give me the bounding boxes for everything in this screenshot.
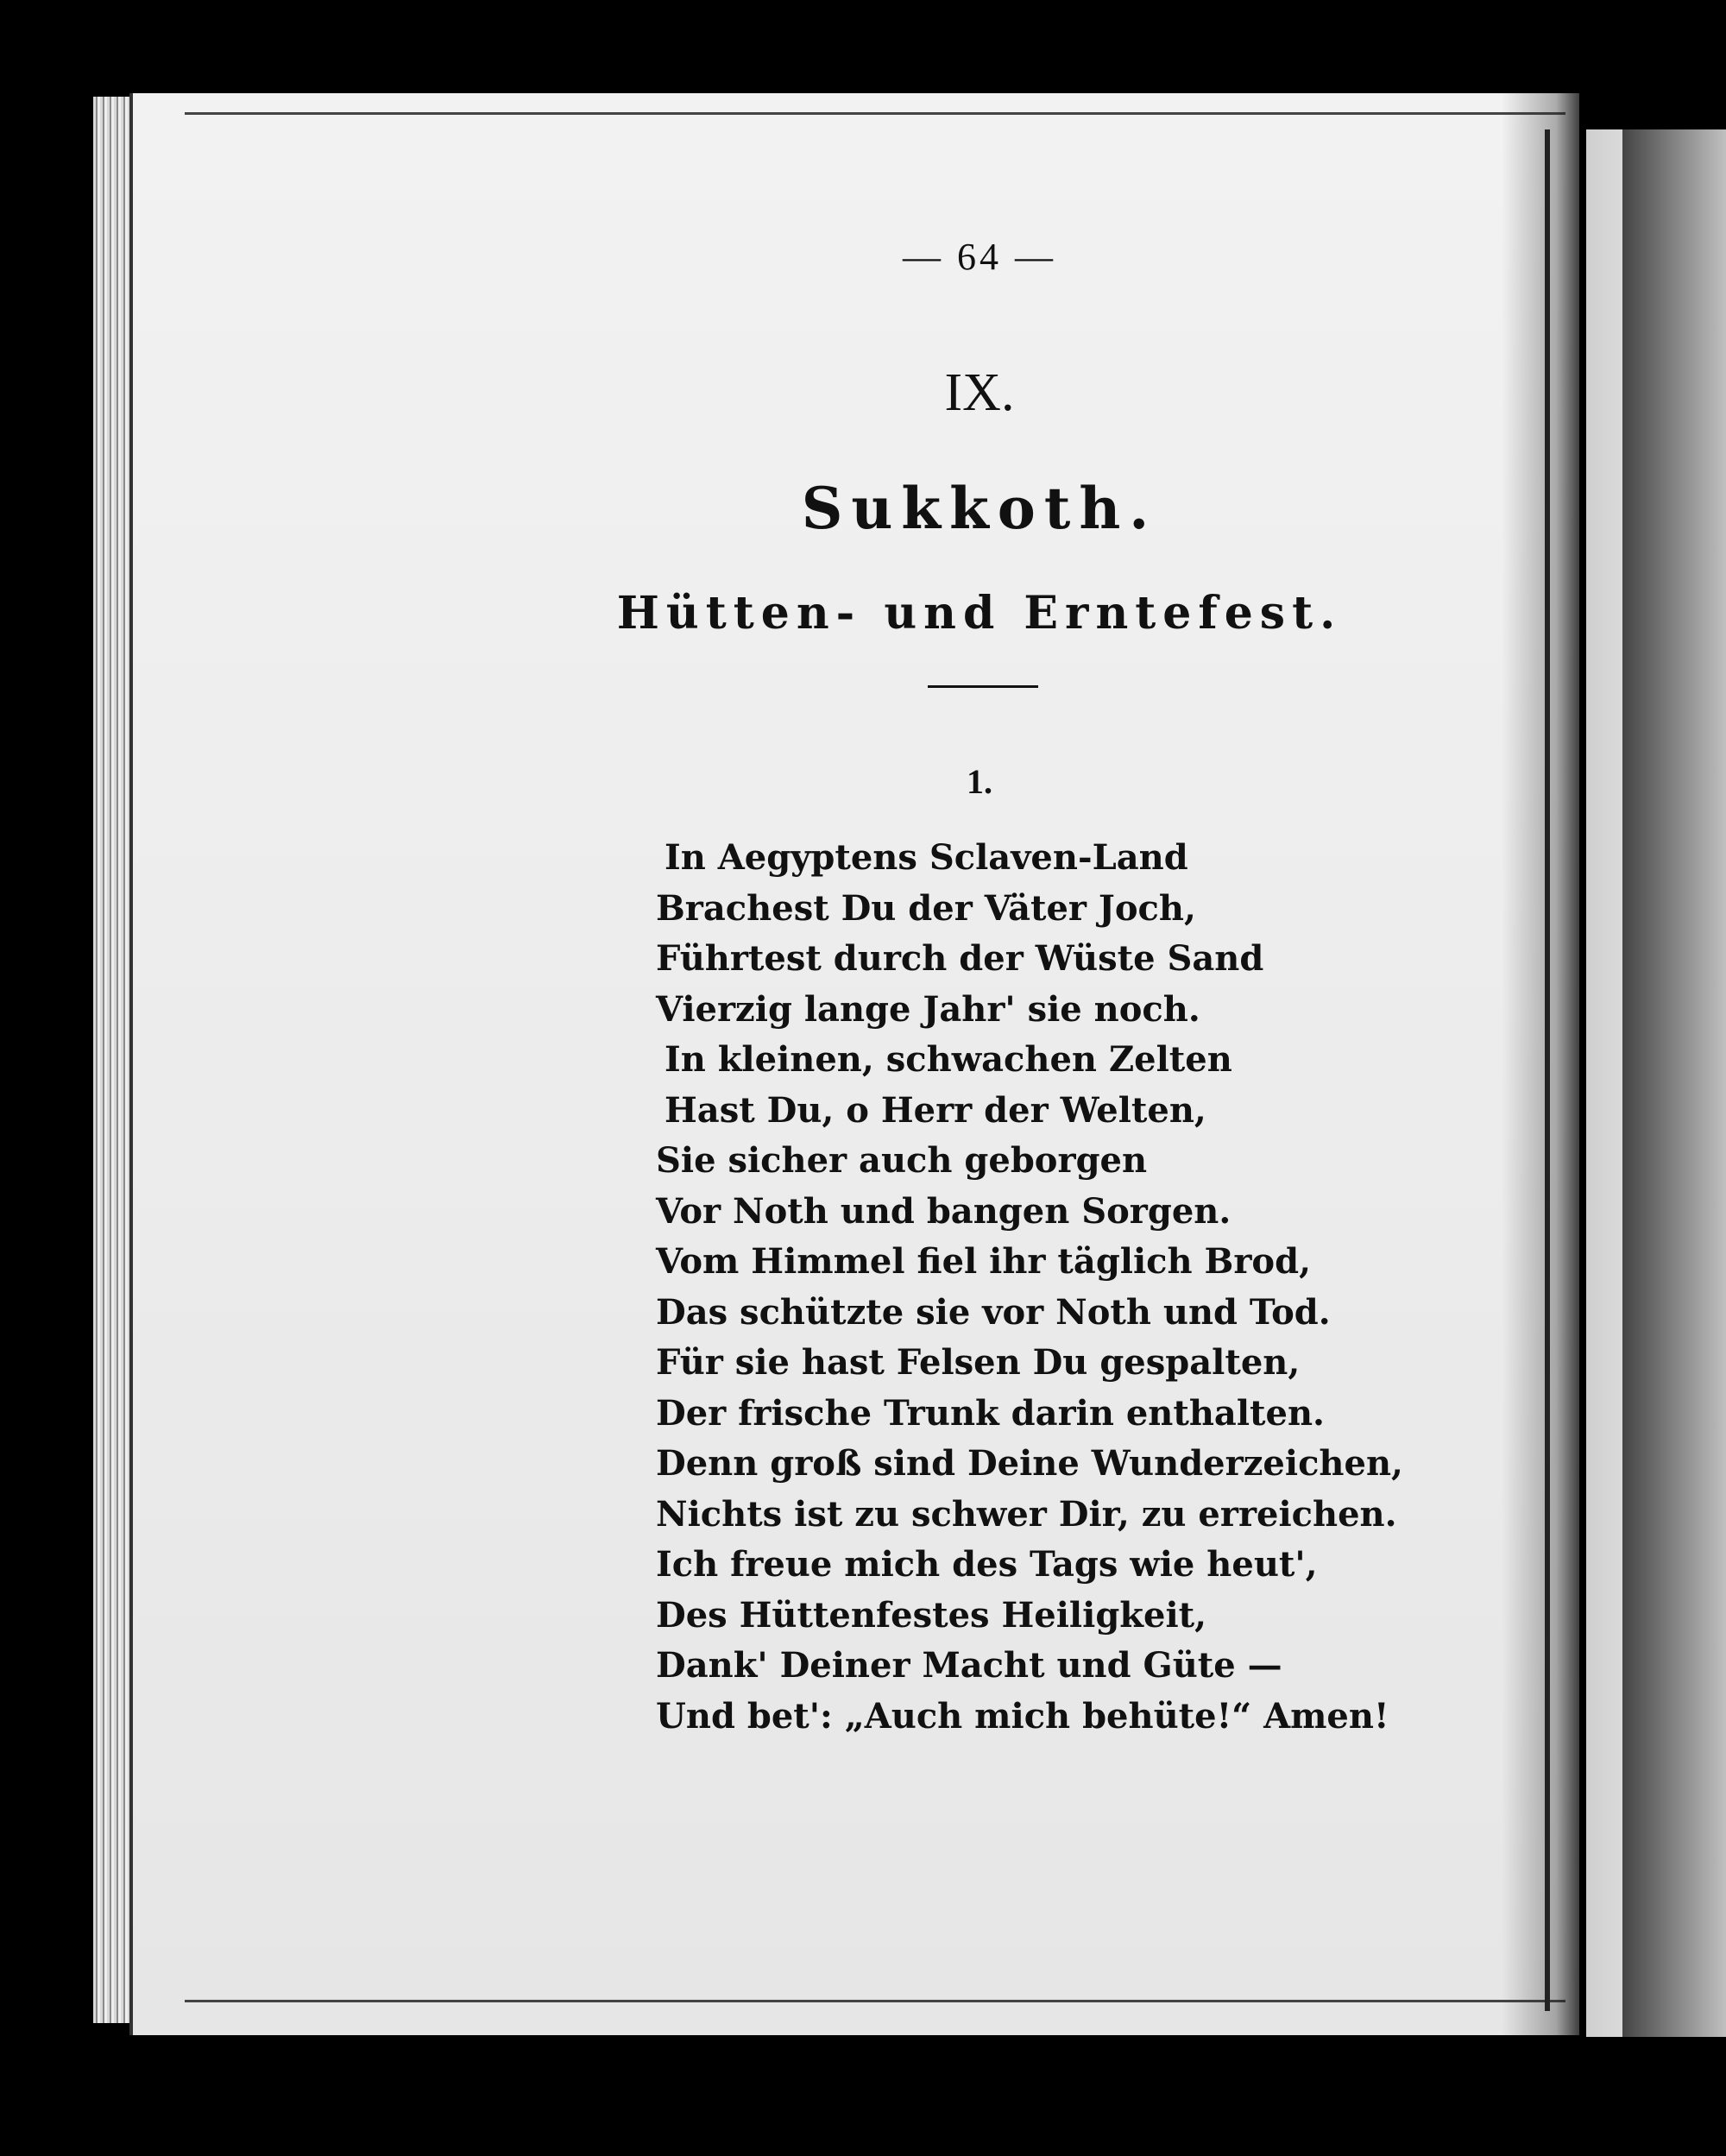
poem-line: Und bet': „Auch mich behüte!“ Amen!: [656, 1695, 1389, 1737]
poem-line: Für sie hast Felsen Du gespalten,: [656, 1342, 1301, 1383]
poem-line: Ich freue mich des Tags wie heut',: [656, 1544, 1318, 1585]
poem-line: Denn groß sind Deine Wunderzeichen,: [656, 1443, 1403, 1484]
poem-text: [656, 833, 1403, 1742]
poem-line: Dank' Deiner Macht und Güte —: [656, 1645, 1282, 1686]
poem-line: Vom Himmel fiel ihr täglich Brod,: [656, 1241, 1312, 1282]
poem-line: Führtest durch der Wüste Sand: [656, 938, 1264, 979]
page-title: Sukkoth.: [801, 475, 1158, 542]
poem-line: Nichts ist zu schwer Dir, zu erreichen.: [656, 1493, 1397, 1535]
page-subtitle: Hütten- und Erntefest.: [616, 587, 1343, 640]
poem-line: Brachest Du der Väter Joch,: [656, 887, 1196, 929]
poem-line: Vor Noth und bangen Sorgen.: [656, 1190, 1232, 1232]
poem-line: In kleinen, schwachen Zelten: [665, 1039, 1232, 1080]
title-divider: [928, 685, 1038, 688]
poem-line: Vierzig lange Jahr' sie noch.: [656, 988, 1200, 1030]
poem-line: Der frische Trunk darin enthalten.: [656, 1392, 1325, 1434]
chapter-number: IX.: [944, 363, 1015, 422]
poem-line: Hast Du, o Herr der Welten,: [665, 1089, 1206, 1131]
poem-line: Das schützte sie vor Noth und Tod.: [656, 1291, 1331, 1333]
page-number: — 64 —: [903, 236, 1056, 278]
poem-line: Sie sicher auch geborgen: [656, 1140, 1148, 1181]
stanza-number: 1.: [967, 762, 992, 801]
poem-line: Des Hüttenfestes Heiligkeit,: [656, 1594, 1207, 1636]
poem-line: In Aegyptens Sclaven-Land: [665, 837, 1188, 878]
